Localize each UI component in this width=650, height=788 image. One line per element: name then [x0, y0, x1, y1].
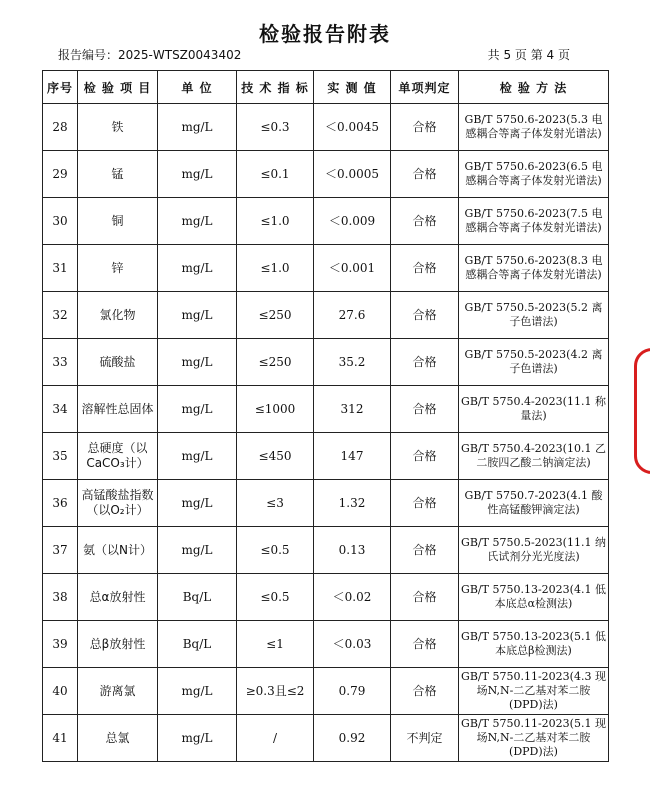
- cell-test-method: GB/T 5750.13-2023(5.1 低本底总β检测法): [459, 621, 609, 668]
- table-row: [43, 104, 609, 151]
- cell-verdict: 合格: [391, 527, 459, 574]
- cell-verdict: 合格: [391, 480, 459, 527]
- cell-test-item: 总β放射性: [78, 621, 158, 668]
- table-row: [43, 386, 609, 433]
- cell-measured-value: 27.6: [314, 292, 391, 339]
- cell-unit: Bq/L: [158, 574, 237, 621]
- cell-verdict: 合格: [391, 339, 459, 386]
- cell-serial-no: 28: [43, 104, 78, 151]
- cell-serial-no: 32: [43, 292, 78, 339]
- header-verdict: 单项判定: [391, 71, 459, 104]
- cell-measured-value: ＜0.0045: [314, 104, 391, 151]
- table-row: [43, 574, 609, 621]
- cell-test-item: 铜: [78, 198, 158, 245]
- cell-test-item: 总α放射性: [78, 574, 158, 621]
- cell-serial-no: 29: [43, 151, 78, 198]
- inspection-seal-stamp: [634, 348, 650, 474]
- cell-measured-value: 35.2: [314, 339, 391, 386]
- cell-measured-value: ＜0.009: [314, 198, 391, 245]
- cell-verdict: 合格: [391, 104, 459, 151]
- table-row: [43, 433, 609, 480]
- cell-measured-value: 0.92: [314, 715, 391, 762]
- cell-measured-value: 0.79: [314, 668, 391, 715]
- table-body: [43, 104, 609, 762]
- cell-unit: mg/L: [158, 480, 237, 527]
- table-row: [43, 245, 609, 292]
- cell-verdict: 不判定: [391, 715, 459, 762]
- header-measured-value: 实 测 值: [314, 71, 391, 104]
- cell-spec-limit: ≥0.3且≤2: [237, 668, 314, 715]
- cell-test-method: GB/T 5750.7-2023(4.1 酸性高锰酸钾滴定法): [459, 480, 609, 527]
- cell-measured-value: ＜0.03: [314, 621, 391, 668]
- cell-spec-limit: ≤1.0: [237, 198, 314, 245]
- cell-verdict: 合格: [391, 292, 459, 339]
- cell-serial-no: 37: [43, 527, 78, 574]
- cell-spec-limit: ≤0.3: [237, 104, 314, 151]
- cell-measured-value: ＜0.001: [314, 245, 391, 292]
- table-row: [43, 621, 609, 668]
- cell-measured-value: 0.13: [314, 527, 391, 574]
- cell-spec-limit: ≤0.5: [237, 574, 314, 621]
- cell-test-method: GB/T 5750.6-2023(8.3 电感耦合等离子体发射光谱法): [459, 245, 609, 292]
- table-header-row: [43, 71, 609, 104]
- cell-spec-limit: ≤1: [237, 621, 314, 668]
- cell-spec-limit: ≤450: [237, 433, 314, 480]
- cell-test-item: 硫酸盐: [78, 339, 158, 386]
- cell-spec-limit: ≤1.0: [237, 245, 314, 292]
- cell-serial-no: 38: [43, 574, 78, 621]
- cell-measured-value: 1.32: [314, 480, 391, 527]
- table-row: [43, 715, 609, 762]
- header-serial-no: 序号: [43, 71, 78, 104]
- cell-test-item: 游离氯: [78, 668, 158, 715]
- cell-test-method: GB/T 5750.6-2023(6.5 电感耦合等离子体发射光谱法): [459, 151, 609, 198]
- cell-verdict: 合格: [391, 151, 459, 198]
- cell-unit: mg/L: [158, 151, 237, 198]
- cell-unit: Bq/L: [158, 621, 237, 668]
- cell-verdict: 合格: [391, 245, 459, 292]
- cell-verdict: 合格: [391, 433, 459, 480]
- cell-test-item: 高锰酸盐指数（以O₂计）: [78, 480, 158, 527]
- header-test-item: 检 验 项 目: [78, 71, 158, 104]
- cell-test-method: GB/T 5750.4-2023(10.1 乙二胺四乙酸二钠滴定法): [459, 433, 609, 480]
- cell-unit: mg/L: [158, 668, 237, 715]
- page-title: 检验报告附表: [259, 22, 391, 46]
- cell-serial-no: 35: [43, 433, 78, 480]
- cell-test-item: 氯化物: [78, 292, 158, 339]
- cell-test-item: 总氯: [78, 715, 158, 762]
- cell-test-item: 铁: [78, 104, 158, 151]
- cell-unit: mg/L: [158, 527, 237, 574]
- table-row: [43, 480, 609, 527]
- cell-verdict: 合格: [391, 198, 459, 245]
- cell-serial-no: 30: [43, 198, 78, 245]
- report-number: 报告编号：2025-WTSZ0043402: [58, 48, 242, 62]
- cell-serial-no: 41: [43, 715, 78, 762]
- cell-unit: mg/L: [158, 339, 237, 386]
- cell-serial-no: 33: [43, 339, 78, 386]
- table-row: [43, 292, 609, 339]
- cell-test-item: 溶解性总固体: [78, 386, 158, 433]
- cell-verdict: 合格: [391, 668, 459, 715]
- table-row: [43, 668, 609, 715]
- cell-test-item: 锌: [78, 245, 158, 292]
- cell-unit: mg/L: [158, 104, 237, 151]
- table-row: [43, 527, 609, 574]
- cell-measured-value: 312: [314, 386, 391, 433]
- cell-spec-limit: ≤250: [237, 339, 314, 386]
- table-row: [43, 339, 609, 386]
- cell-spec-limit: /: [237, 715, 314, 762]
- header-spec-limit: 技 术 指 标: [237, 71, 314, 104]
- cell-spec-limit: ≤3: [237, 480, 314, 527]
- cell-unit: mg/L: [158, 386, 237, 433]
- cell-test-method: GB/T 5750.5-2023(11.1 纳氏试剂分光光度法): [459, 527, 609, 574]
- cell-test-method: GB/T 5750.6-2023(5.3 电感耦合等离子体发射光谱法): [459, 104, 609, 151]
- cell-unit: mg/L: [158, 433, 237, 480]
- cell-measured-value: ＜0.02: [314, 574, 391, 621]
- cell-test-method: GB/T 5750.5-2023(5.2 离子色谱法): [459, 292, 609, 339]
- cell-test-method: GB/T 5750.6-2023(7.5 电感耦合等离子体发射光谱法): [459, 198, 609, 245]
- cell-test-item: 总硬度（以CaCO₃计）: [78, 433, 158, 480]
- cell-serial-no: 31: [43, 245, 78, 292]
- cell-serial-no: 39: [43, 621, 78, 668]
- page-indicator: 共 5 页 第 4 页: [487, 48, 570, 62]
- cell-test-method: GB/T 5750.4-2023(11.1 称量法): [459, 386, 609, 433]
- cell-test-method: GB/T 5750.5-2023(4.2 离子色谱法): [459, 339, 609, 386]
- cell-spec-limit: ≤1000: [237, 386, 314, 433]
- header-unit: 单 位: [158, 71, 237, 104]
- inspection-results-table: [42, 70, 609, 762]
- cell-measured-value: 147: [314, 433, 391, 480]
- cell-unit: mg/L: [158, 292, 237, 339]
- cell-test-item: 锰: [78, 151, 158, 198]
- cell-unit: mg/L: [158, 715, 237, 762]
- cell-spec-limit: ≤250: [237, 292, 314, 339]
- cell-unit: mg/L: [158, 245, 237, 292]
- cell-verdict: 合格: [391, 386, 459, 433]
- cell-verdict: 合格: [391, 574, 459, 621]
- cell-unit: mg/L: [158, 198, 237, 245]
- cell-test-method: GB/T 5750.11-2023(4.3 现场N,N-二乙基对苯二胺(DPD)法): [459, 668, 609, 715]
- cell-test-method: GB/T 5750.13-2023(4.1 低本底总α检测法): [459, 574, 609, 621]
- cell-serial-no: 34: [43, 386, 78, 433]
- cell-test-method: GB/T 5750.11-2023(5.1 现场N,N-二乙基对苯二胺(DPD)法): [459, 715, 609, 762]
- cell-serial-no: 36: [43, 480, 78, 527]
- cell-spec-limit: ≤0.5: [237, 527, 314, 574]
- header-test-method: 检 验 方 法: [459, 71, 609, 104]
- cell-test-item: 氨（以N计）: [78, 527, 158, 574]
- cell-spec-limit: ≤0.1: [237, 151, 314, 198]
- cell-serial-no: 40: [43, 668, 78, 715]
- table-row: [43, 151, 609, 198]
- cell-measured-value: ＜0.0005: [314, 151, 391, 198]
- table-row: [43, 198, 609, 245]
- cell-verdict: 合格: [391, 621, 459, 668]
